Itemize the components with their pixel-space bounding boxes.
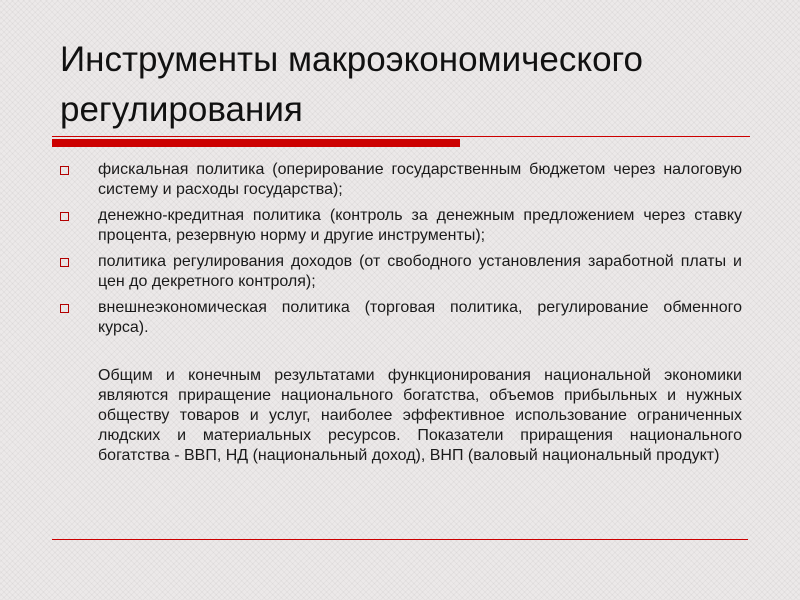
title-divider-thick — [52, 139, 460, 147]
bullet-item — [60, 298, 742, 338]
square-bullet-icon — [60, 304, 69, 313]
bullet-item — [60, 160, 742, 200]
title-divider-thin — [52, 136, 750, 137]
square-bullet-icon — [60, 212, 69, 221]
bullet-text: денежно-кредитная политика (контроль за денежным предложением через ставку процента, резервную норму и другие инструменты); — [98, 207, 742, 244]
bullet-item — [60, 252, 742, 292]
slide-title: Инструменты макроэкономического регулирования — [60, 40, 644, 129]
bullet-text: политика регулирования доходов (от свободного установления заработной платы и цен до декретного контроля); — [98, 253, 742, 290]
summary-paragraph: Общим и конечным результатами функционирования национальной экономики являются приращение национального богатства, объемов прибыльных и нужных обществу товаров и услуг, наиболее эффективное использование ограниченных людских и материальных ресурсов. Показатели приращения национального богатства - ВВП, НД (национальный доход), ВНП (валовый национальный продукт) — [98, 367, 742, 464]
bullet-text: внешнеэкономическая политика (торговая политика, регулирование обменного курса). — [98, 299, 742, 336]
bullet-text: фискальная политика (оперирование государственным бюджетом через налоговую систему и расходы государства); — [98, 161, 742, 198]
bullet-list — [60, 160, 742, 344]
square-bullet-icon — [60, 258, 69, 267]
square-bullet-icon — [60, 166, 69, 175]
bottom-divider — [52, 539, 748, 540]
bullet-item — [60, 206, 742, 246]
